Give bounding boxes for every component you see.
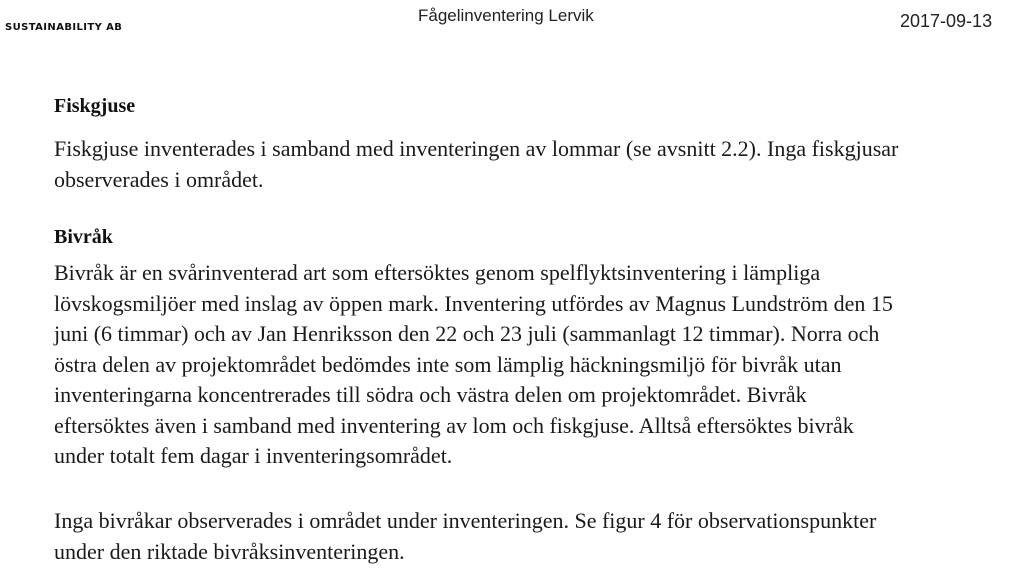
paragraph-line: juni (6 timmar) och av Jan Henriksson den 22 och 23 juli (sammanlagt 12 timmar). Norra och — [54, 321, 880, 346]
paragraph-fiskgjuse — [54, 134, 898, 195]
document-title: Fågelinventering Lervik — [418, 6, 594, 25]
paragraph-line: under den riktade bivråksinventeringen. — [54, 538, 405, 564]
paragraph-line: lövskogsmiljöer med inslag av öppen mark. Inventering utfördes av Magnus Lundström den 15 — [54, 290, 893, 316]
paragraph-line: observerades i området. — [54, 166, 264, 192]
paragraph-bivrak-2 — [54, 506, 876, 567]
company-logo — [5, 22, 122, 33]
paragraph-line: östra delen av projektområdet bedömdes inte som lämplig häckningsmiljö för bivråk utan — [54, 351, 842, 377]
section-heading-fiskgjuse: Fiskgjuse — [54, 95, 136, 117]
logo-text: SUSTAINABILITY AB — [5, 22, 123, 33]
section-heading-bivrak: Bivråk — [54, 226, 113, 248]
paragraph-line: under totalt fem dagar i inventeringsområdet. — [54, 443, 453, 468]
paragraph-line: Bivråk är en svårinventerad art som eftersöktes genom spelflyktsinventering i lämpliga — [54, 260, 821, 285]
paragraph-line: inventeringarna koncentrerades till södra och västra delen om projektområdet. Bivråk — [54, 382, 807, 407]
paragraph-line: Fiskgjuse inventerades i samband med inventeringen av lommar (se avsnitt 2.2). Inga fiskgjusar — [54, 136, 899, 161]
paragraph-line: eftersöktes även i samband med inventering av lom och fiskgjuse. Alltså eftersöktes bivråk — [54, 412, 854, 438]
paragraph-line: Inga bivråkar observerades i området under inventeringen. Se figur 4 för observationspunkter — [54, 508, 877, 533]
document-date: 2017-09-13 — [900, 11, 993, 31]
paragraph-bivrak-1 — [54, 258, 893, 472]
